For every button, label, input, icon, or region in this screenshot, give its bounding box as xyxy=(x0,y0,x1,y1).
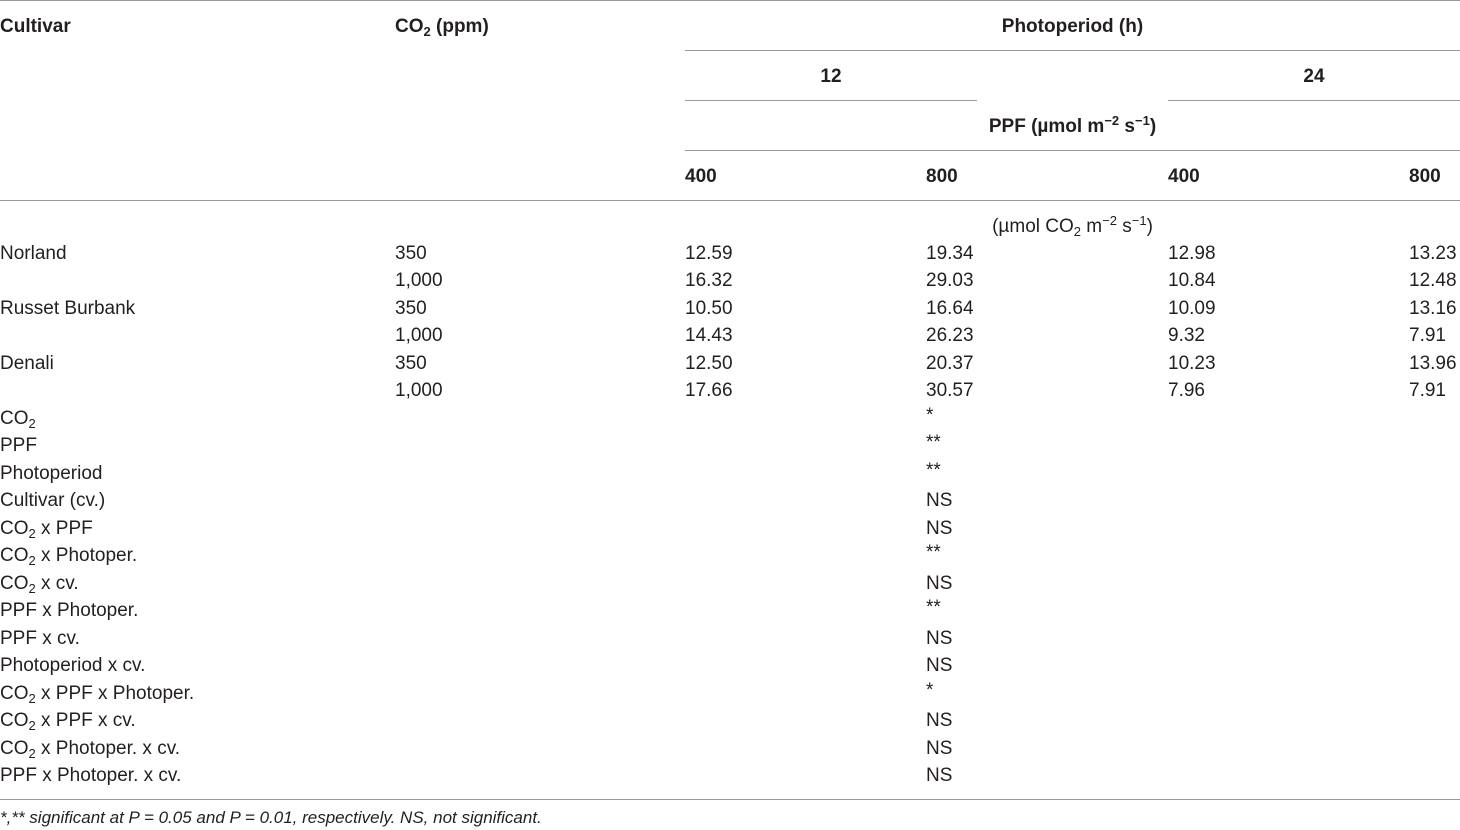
header-ppf-sup1: −2 xyxy=(1104,113,1120,128)
effect-label xyxy=(0,628,80,650)
cell-co2: 350 xyxy=(395,243,427,264)
effect-significance: NS xyxy=(926,573,953,594)
cell-co2: 1,000 xyxy=(395,380,443,401)
cell-12h-400: 16.32 xyxy=(685,270,733,291)
cell-12h-400: 10.50 xyxy=(685,298,733,319)
effect-label-pre: CO xyxy=(0,573,29,594)
header-ppf xyxy=(685,113,1460,138)
effect-label xyxy=(0,738,180,760)
header-ppf-suffix: ) xyxy=(1149,116,1157,137)
effect-significance: NS xyxy=(926,518,953,539)
cell-12h-800: 19.34 xyxy=(926,243,974,264)
header-co2-sub: 2 xyxy=(423,24,431,39)
cell-co2: 350 xyxy=(395,298,427,319)
header-ppf-sup2: −1 xyxy=(1135,113,1150,128)
effect-label-pre: PPF xyxy=(0,435,37,456)
cell-24h-800: 7.91 xyxy=(1409,380,1446,401)
effect-label-sub: 2 xyxy=(28,718,36,733)
cell-24h-400: 9.32 xyxy=(1168,325,1205,346)
effect-label xyxy=(0,573,79,595)
units-suffix: ) xyxy=(1146,216,1153,237)
cell-cultivar: Norland xyxy=(0,243,67,264)
units-mid1: m xyxy=(1081,216,1103,237)
effect-label xyxy=(0,545,137,567)
effect-label xyxy=(0,600,138,622)
header-400-12h: 400 xyxy=(685,166,717,187)
cell-24h-800: 13.16 xyxy=(1409,298,1457,319)
effect-label xyxy=(0,765,181,787)
header-cultivar: Cultivar xyxy=(0,16,71,37)
effect-label-pre: CO xyxy=(0,683,29,704)
effect-label xyxy=(0,710,136,732)
header-400-24h: 400 xyxy=(1168,166,1200,187)
effect-label-sub: 2 xyxy=(28,691,36,706)
effect-label xyxy=(0,683,194,705)
header-co2-prefix: CO xyxy=(395,16,424,37)
effect-significance: NS xyxy=(926,710,953,731)
units-label xyxy=(685,213,1460,239)
effect-label xyxy=(0,655,145,677)
effect-significance: NS xyxy=(926,655,953,676)
effect-label xyxy=(0,463,102,485)
effect-label xyxy=(0,518,93,540)
header-bottom-rule xyxy=(0,200,1460,201)
units-sub: 2 xyxy=(1073,224,1082,239)
cell-24h-800: 7.91 xyxy=(1409,325,1446,346)
effect-label-pre: CO xyxy=(0,408,29,429)
units-sup1: −2 xyxy=(1102,213,1117,228)
effect-label-pre: Photoperiod x cv. xyxy=(0,655,146,676)
photoperiod-rule xyxy=(685,50,1460,51)
effect-label-pre: CO xyxy=(0,518,29,539)
effect-label-post: x PPF x cv. xyxy=(35,710,136,731)
effect-significance: * xyxy=(926,405,934,426)
effect-label-sub: 2 xyxy=(28,526,36,541)
cell-12h-400: 12.59 xyxy=(685,243,733,264)
cell-12h-400: 12.50 xyxy=(685,353,733,374)
effect-significance: NS xyxy=(926,738,953,759)
header-co2 xyxy=(395,16,489,38)
units-sup2: −1 xyxy=(1131,213,1147,228)
cell-24h-800: 12.48 xyxy=(1409,270,1457,291)
cell-12h-800: 26.23 xyxy=(926,325,974,346)
cell-cultivar: Russet Burbank xyxy=(0,298,136,319)
effect-label-sub: 2 xyxy=(28,553,36,568)
cell-24h-800: 13.23 xyxy=(1409,243,1457,264)
cell-co2: 1,000 xyxy=(395,325,443,346)
effect-label-sub: 2 xyxy=(28,581,36,596)
cell-12h-800: 29.03 xyxy=(926,270,974,291)
effect-significance: * xyxy=(926,680,934,701)
effect-label xyxy=(0,435,37,457)
effect-significance: NS xyxy=(926,765,953,786)
header-ppf-mid: s xyxy=(1119,116,1135,137)
cell-24h-800: 13.96 xyxy=(1409,353,1457,374)
effect-label-pre: PPF x cv. xyxy=(0,628,80,649)
cell-24h-400: 12.98 xyxy=(1168,243,1216,264)
cell-12h-400: 17.66 xyxy=(685,380,733,401)
effect-label-pre: CO xyxy=(0,545,29,566)
effect-label-pre: CO xyxy=(0,738,29,759)
cell-12h-800: 30.57 xyxy=(926,380,974,401)
top-rule xyxy=(0,0,1460,1)
cell-24h-400: 10.09 xyxy=(1168,298,1216,319)
effect-label-sub: 2 xyxy=(28,746,36,761)
cell-co2: 1,000 xyxy=(395,270,443,291)
ppf-rule xyxy=(685,150,1460,151)
effect-label-post: x PPF x Photoper. xyxy=(35,683,195,704)
effect-significance: NS xyxy=(926,490,953,511)
cell-12h-800: 16.64 xyxy=(926,298,974,319)
effect-significance: ** xyxy=(926,542,941,563)
effect-label-post: x Photoper. x cv. xyxy=(35,738,181,759)
effect-label-pre: CO xyxy=(0,710,29,731)
units-prefix: (µmol CO xyxy=(992,216,1074,237)
units-mid2: s xyxy=(1116,216,1132,237)
effect-significance: ** xyxy=(926,460,941,481)
effect-label xyxy=(0,408,36,430)
cell-24h-400: 7.96 xyxy=(1168,380,1205,401)
effect-significance: NS xyxy=(926,628,953,649)
effect-label-pre: PPF x Photoper. x cv. xyxy=(0,765,182,786)
header-800-12h: 800 xyxy=(926,166,958,187)
effect-significance: ** xyxy=(926,597,941,618)
cell-24h-400: 10.84 xyxy=(1168,270,1216,291)
effect-label-post: x cv. xyxy=(35,573,79,594)
photo-24-rule xyxy=(1168,100,1460,101)
photo-12-rule xyxy=(685,100,977,101)
cell-co2: 350 xyxy=(395,353,427,374)
header-ppf-prefix: PPF (µmol m xyxy=(988,116,1105,137)
header-photoperiod-12: 12 xyxy=(820,66,842,87)
header-photoperiod-24: 24 xyxy=(1303,66,1325,87)
table-footnote: *,** significant at P = 0.05 and P = 0.01, respectively. NS, not significant. xyxy=(0,808,542,827)
effect-label xyxy=(0,490,105,512)
cell-24h-400: 10.23 xyxy=(1168,353,1216,374)
header-photoperiod: Photoperiod (h) xyxy=(1001,16,1144,37)
effect-label-pre: Cultivar (cv.) xyxy=(0,490,106,511)
header-co2-suffix: (ppm) xyxy=(430,16,489,37)
effect-label-post: x Photoper. xyxy=(35,545,138,566)
effect-label-pre: PPF x Photoper. xyxy=(0,600,139,621)
effect-label-pre: Photoperiod xyxy=(0,463,103,484)
cell-12h-800: 20.37 xyxy=(926,353,974,374)
effect-label-post: x PPF xyxy=(35,518,93,539)
table-bottom-rule xyxy=(0,799,1460,800)
cell-12h-400: 14.43 xyxy=(685,325,733,346)
header-800-24h: 800 xyxy=(1409,166,1441,187)
effect-significance: ** xyxy=(926,432,941,453)
cell-cultivar: Denali xyxy=(0,353,54,374)
effect-label-sub: 2 xyxy=(28,416,36,431)
